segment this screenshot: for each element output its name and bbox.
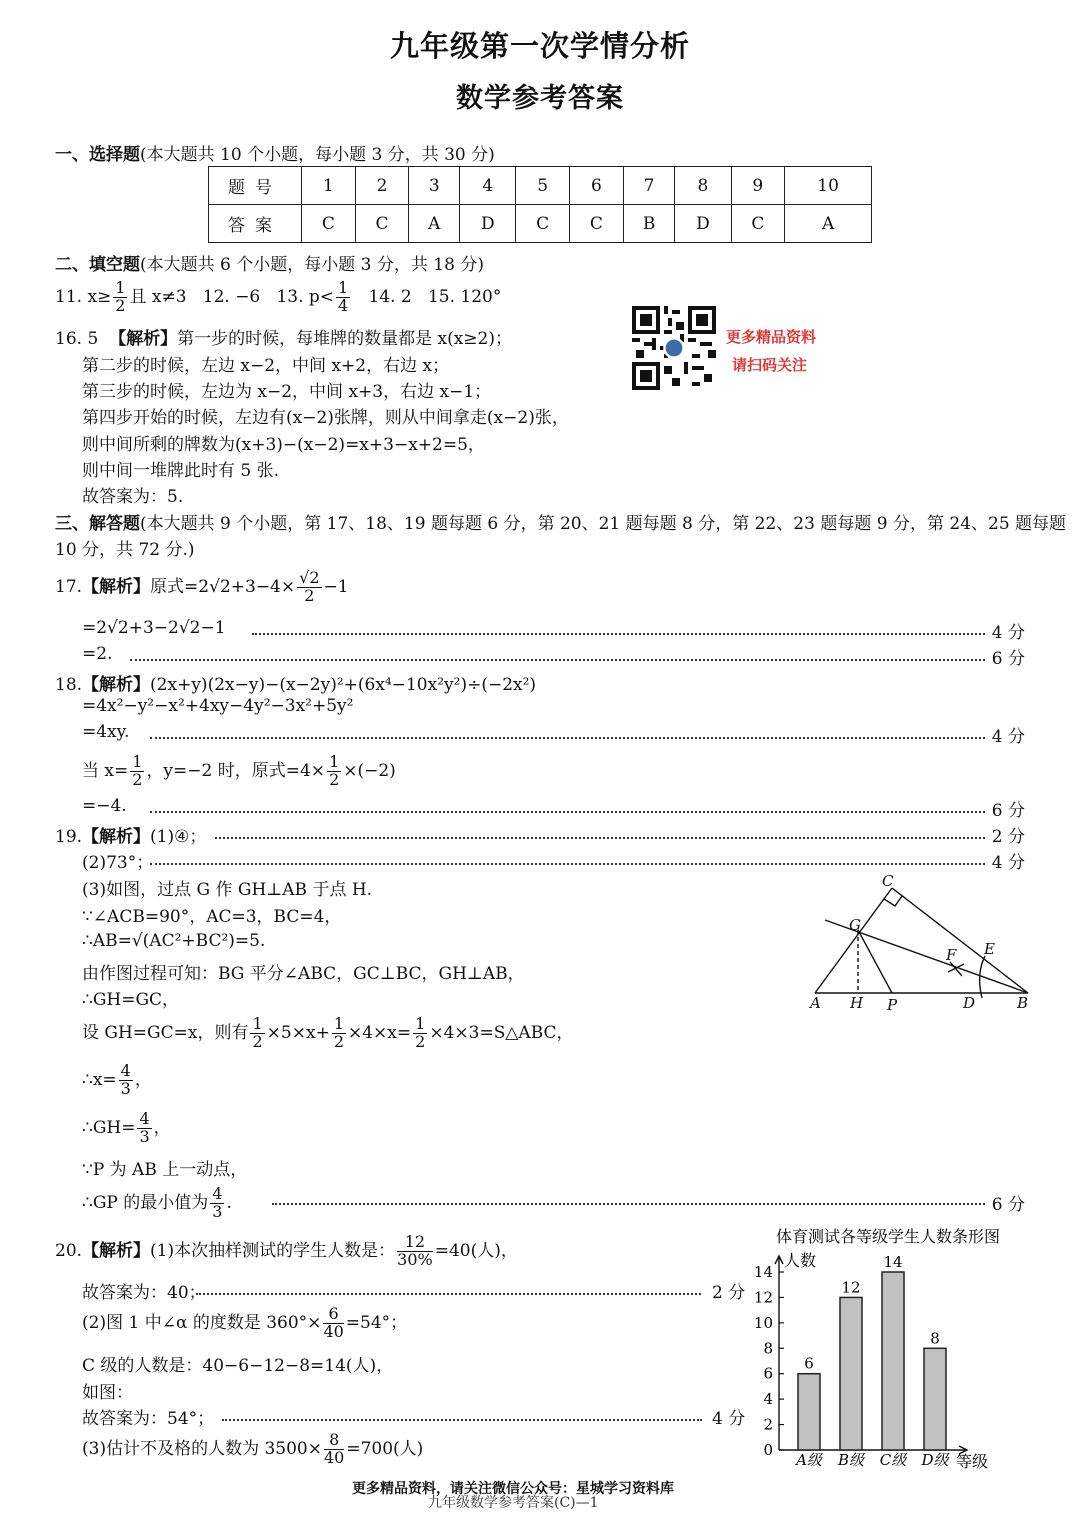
answer-cell: C [302,205,356,243]
q20-line5: 如图： [82,1383,133,1403]
chart-xlabel: 等级 [956,1452,989,1471]
q18-line5: =−4. [82,796,127,816]
q16-line: 故答案为：5. [82,487,184,507]
y-tick-label: 4 [763,1390,773,1409]
answer-cell: C [731,205,785,243]
q19-line8: 设 GH=GC=x，则有 $\frac{1}{2}$ ×5×x+ $\frac{1}{2}$ ×4×x= $\frac{1}{2}$ ×4×3=S△ABC， [82,1014,574,1051]
bar-C级 [882,1272,904,1450]
question-number-cell: 7 [623,167,675,205]
label-f: F [946,946,957,964]
question-number-cell: 8 [675,167,731,205]
x-tick-label: B级 [837,1451,865,1469]
leader-dots [150,811,985,813]
answer-14: 14. 2 [368,286,412,307]
bar-A级 [798,1374,820,1450]
answer-15: 15. 120° [427,286,502,307]
bar-chart [752,1222,1042,1474]
y-tick-label: 12 [753,1288,773,1307]
label-a: A [810,994,821,1012]
score: 6 分 [991,1195,1025,1215]
q19-line9: ∴x= $\frac{4}{3}$ ， [82,1061,152,1098]
page-title: 九年级第一次学情分析 [389,29,690,63]
section3-heading: 三、解答题(本大题共 9 个小题，第 17、18、19 题每题 6 分，第 20、21 题每题 8 分，第 22、23 题每题 9 分，第 24、25 题每题 [55,514,1067,534]
right-angle-mark [884,896,902,906]
q19-line10: ∴GH= $\frac{4}{3}$ ， [82,1109,171,1146]
geometry-figure [800,868,1045,1018]
footer-promo: 更多精品资料，请关注微信公众号：星城学习资料库 [352,1481,674,1497]
x-tick-label: D级 [921,1451,949,1469]
q19-line4: ∵∠ACB=90°，AC=3，BC=4， [82,907,342,927]
score: 2 分 [712,1283,746,1303]
question-number-cell: 5 [516,167,570,205]
q19-line11: ∵P 为 AB 上一动点， [82,1160,248,1180]
bar-D级 [924,1348,946,1450]
q20-line3: (2)图 1 中∠α 的度数是 360°× $\frac{6}{40}$ =54°； [82,1304,408,1341]
answer-cell: A [785,205,872,243]
question-number-cell: 10 [785,167,872,205]
y-tick-label: 14 [753,1263,773,1281]
page-number: 九年级数学参考答案(C)—1 [428,1495,599,1511]
section2-heading: 二、填空题(本大题共 6 个小题，每小题 3 分，共 18 分) [55,255,484,275]
label-h: H [850,994,864,1012]
question-number-cell: 6 [570,167,624,205]
leader-dots [215,837,985,839]
score: 4 分 [712,1409,746,1429]
page-subtitle: 数学参考答案 [456,83,624,114]
leader-dots [150,737,985,739]
question-number-cell: 3 [409,167,460,205]
answer-cell: D [675,205,731,243]
promo-line2: 请扫码关注 [732,356,808,374]
table-row [209,167,872,205]
q16-line: 第四步开始的时候，左边有(x−2)张牌，则从中间拿走(x−2)张， [82,408,569,428]
section1-heading: 一、选择题(本大题共 10 个小题，每小题 3 分，共 30 分) [55,145,495,165]
segment-gp [858,930,892,993]
question-number-cell: 2 [355,167,409,205]
q20-line4: C 级的人数是：40−6−12−8=14(人)， [82,1356,394,1376]
score: 2 分 [991,827,1025,847]
answer-13: 13. p< $\frac{1}{4}$ [276,278,349,315]
bar-B级 [840,1297,862,1450]
q20-line1: 20.【解析】(1)本次抽样测试的学生人数是： $\frac{12}{30\%}$ =40(人)， [55,1232,518,1269]
leader-dots [222,1419,702,1421]
q16-line: 则中间一堆牌此时有 5 张. [82,461,280,481]
bar-value-label: 8 [930,1329,940,1348]
chart-title: 体育测试各等级学生人数条形图 [776,1227,1001,1246]
score: 4 分 [991,727,1025,747]
q20-line6: 故答案为：54°； [82,1409,215,1429]
y-tick-label: 8 [763,1339,773,1358]
q19-line1: 19.【解析】(1)④； [55,827,207,847]
q20-line7: (3)估计不及格的人数为 3500× $\frac{8}{40}$ =700(人) [82,1430,424,1467]
y-tick-label: 2 [763,1415,773,1434]
answer-cell: C [570,205,624,243]
q16-line: 第二步的时候，左边 x−2，中间 x+2，右边 x； [82,356,450,376]
q18-line4: 当 x= $\frac{1}{2}$ ，y=−2 时，原式=4× $\frac{1}{2}$ ×(−2) [82,752,396,789]
answer-cell: C [516,205,570,243]
answer-table [208,166,872,243]
section3-note-cont: 10 分，共 72 分.) [55,540,195,560]
score: 4 分 [991,853,1025,873]
label-g: G [849,916,861,934]
leader-dots [196,1293,701,1295]
answer-12: 12. −6 [202,286,261,307]
label-d: D [963,994,976,1012]
q19-line2: (2)73°； [82,853,154,873]
q18-line2: =4x²−y²−x²+4xy−4y²−3x²+5y² [82,696,354,716]
y-tick-label: 10 [753,1313,773,1332]
row-label: 题号 [209,167,302,205]
chart-ylabel: 人数 [784,1251,817,1270]
table-row [209,205,872,243]
q17-line3: =2. [82,644,113,664]
score: 4 分 [991,623,1025,643]
q19-line6: 由作图过程可知：BG 平分∠ABC，GC⊥BC，GH⊥AB， [82,964,525,984]
q19-line12: ∴GP 的最小值为 $\frac{4}{3}$ . [82,1184,232,1221]
q19-line7: ∴GH=GC， [82,990,180,1010]
label-c: C [882,872,894,890]
q18-line3: =4xy. [82,722,130,742]
q17-line1: 17.【解析】原式=2√2+3−4× $\frac{√2}{2}$ −1 [55,568,349,605]
q16-line: 第三步的时候，左边为 x−2，中间 x+3，右边 x−1； [82,382,492,402]
leader-dots [130,659,985,661]
label-b: B [1017,994,1029,1012]
q16-head: 16. 5 【解析】第一步的时候，每堆牌的数量都是 x(x≥2)； [55,329,512,349]
q18-line1: 18.【解析】(2x+y)(2x−y)−(x−2y)²+(6x⁴−10x²y²)÷(−2x²) [55,675,537,695]
q17-line2: =2√2+3−2√2−1 [82,618,226,638]
leader-dots [150,863,985,865]
q16-line: 则中间所剩的牌数为(x+3)−(x−2)=x+3−x+2=5， [82,435,485,455]
label-e: E [984,940,995,958]
answer-cell: A [409,205,460,243]
segment-cb [892,888,1028,993]
question-number-cell: 9 [731,167,785,205]
answer-cell: B [623,205,675,243]
fill-answers-line [55,280,501,315]
score: 6 分 [991,649,1025,669]
label-p: P [887,996,898,1014]
bar-value-label: 14 [883,1253,903,1271]
x-tick-label: A级 [796,1451,822,1469]
bar-value-label: 6 [804,1354,814,1373]
qr-code-icon[interactable] [632,306,716,390]
question-number-cell: 4 [460,167,516,205]
score: 6 分 [991,801,1025,821]
question-number-cell: 1 [302,167,356,205]
q19-line5: ∴AB=√(AC²+BC²)=5. [82,931,266,951]
leader-dots [252,633,985,635]
y-tick-label: 6 [763,1364,773,1383]
answer-11: 11. x≥ $\frac{1}{2}$ 且 x≠3 [55,278,187,315]
leader-dots [272,1203,985,1205]
answer-cell: D [460,205,516,243]
q20-line2: 故答案为：40； [82,1283,206,1303]
answer-cell: C [355,205,409,243]
q19-line3: (3)如图，过点 G 作 GH⊥AB 于点 H. [82,880,373,900]
row-label: 答案 [209,205,302,243]
x-tick-label: C级 [879,1451,907,1469]
promo-line1: 更多精品资料 [726,328,817,346]
bar-value-label: 12 [841,1278,861,1297]
y-tick-label: 0 [763,1441,773,1459]
